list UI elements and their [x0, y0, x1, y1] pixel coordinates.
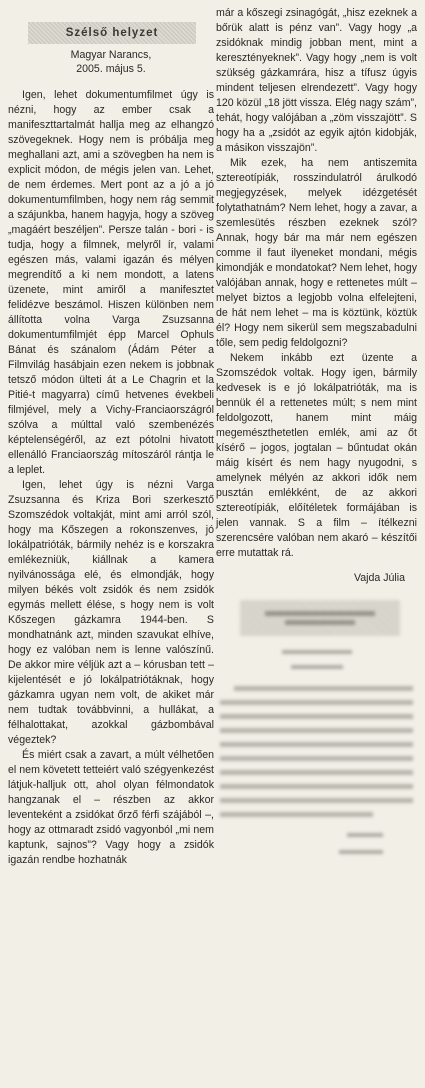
blurred-body: [216, 686, 417, 817]
article-heading-box: [28, 22, 196, 44]
article-signature: Vajda Júlia: [353, 572, 405, 584]
paragraph-continued: már a kőszegi zsinagógát, „hisz ezeknek a bőrük alatt is pénz van”. Vagy hogy „a zsidóknak mindig jobban ment, mint a keresztényeknek”. Vagy hogy „nem is volt szükség gázkamrára, hisz a tífusz úgyis mindent teljesen elrendezett”. Vagy hogy 120 közül „18 jött vissza. Elég nagy szám”, tehát, hogy valójában a „zöm visszajött”. S hogy ha a „zsidót az egyik ajtón kidobják, a másikon visszajön”.: [216, 7, 417, 154]
blurred-heading-box: [240, 600, 400, 636]
right-column: [216, 0, 417, 859]
source-publication: Magyar Narancs,: [70, 49, 152, 61]
article-body-right: [216, 6, 417, 561]
source-date: 2005. május 5.: [76, 63, 146, 75]
article-source: [8, 48, 214, 76]
paragraph: Mik ezek, ha nem antiszemita sztereotípiák, rosszindulatról árulkodó megjegyzések, melyek idézgetését folytathatnám? Nem lehet, hogy a zavar, a szemlesütés részben ezeknek szól? Annak, hogy bár ma már nem egészen comme il faut ilyeneket mondani, mégis kimondják e mondatokat? Nem lehet, hogy valójában annak, hogy e rettenetes múlt – melyet biztos a legjobb volna elfelejteni, de hát nem lehet – ma is köztünk, köztük él? Hogy nem sikerül sem megszabadulni tőle, sem pedig feldolgozni?: [216, 157, 417, 349]
article-body-left: [8, 88, 214, 868]
blurred-source: [216, 644, 417, 674]
article-heading: Szélső helyzet: [65, 26, 159, 39]
blurred-next-article: [216, 600, 417, 859]
paragraph: Igen, lehet úgy is nézni Varga Zsuzsanna és Kriza Bori szerkesztő Szomszédok voltakját, mint ami arról szól, hogy ma Kőszegen a rokonszenves, jó lokálpatrióták, bármily nehéz is e korszakra emlékezniük, kiállnak a kamera nyilvánossága elé, és elmondják, hogy milyen békés volt zsidók és nem zsidók egymás mellett élése, s hogy nem is volt Kőszegen gázkamra 1944-ben. S mondhatnánk azt, minden szavukat elhíve, hogy ez valóban nem is lenne valószínű. De akkor mire véljük azt a – kórusban tett – kijelentését e jó lokálpatriótáknak, hogy gázkamra ugyan nem volt, de akiket már nem tudtak továbbvinni, a hullákat, a félhalottakat, azokkal gázbombával végeztek?: [8, 479, 214, 746]
left-column: [8, 0, 214, 868]
paragraph: Igen, lehet dokumentumfilmet úgy is nézni, hogy az ember csak a manifeszttartalmát hallja meg az elhangzó szövegeknek. Hogy nem is próbálja meg meghallani azt, ami a szövegben ha nem is explicit módon, de mégis jelen van. Lehet, de nem érdemes. Mert pont az a jó a jó dokumentumfilmben, hogy nem rág semmit a szájunkba, hanem hagyja, hogy a szöveg „magáért beszéljen”. Persze talán - bori - is tudja, hogy a filmnek, melyről ír, valami egészen más, valami igazán és mélyen megrendítő a ki nem mondott, a latens üzenete, mint amiről a manifesztet felidézve beszámol. Hiszen különben nem állította volna Varga Zsuzsanna dokumentumfilmjét épp Marcel Ophuls Bánat és szánalom (Ádám Péter a Filmvilág hasábjain ezen nekem is jobbnak tetsző módon ülteti át a Le Chagrin et la Pitié-t magyarra) című hetvenes évekbeli filmjével, mely a Vichy-Franciaországról szólva a múlttal való szembenézés képtelenségéről, az ezt pótolni hivatott ellenálló Franciaország mítoszáról rántja le a leplet.: [8, 89, 214, 476]
paragraph: És miért csak a zavart, a múlt vélhetően el nem követett tetteiért való szégyenkezést látjuk-halljuk ott, ahol olyan félmondatok hangzanak el – részben az akkor leventeként a zsidókat őrző férfi szájából –, hogy az ottmaradt zsidó vagyonból „mi nem kaptunk, sajnos”? Vagy hogy a zsidók igazán rendbe hozhatnák: [8, 749, 214, 866]
blurred-signature: [216, 827, 417, 859]
paragraph: Nekem inkább ezt üzente a Szomszédok voltak. Hogy igen, bármily kedvesek is e jó lokálpatrióták, ma is bennük él a rettenetes múlt; s nem mint feldolgozott, hanem mint máig megemészthetetlen emlék, ami az őt kísérő – jogos, jogtalan – bűntudat okán máig kísért és nem hagy nyugodni, s amelynek mélyén az akkori idők nem pusztán emlékként, de az akkori sztereotípiák, előítéletek formájában is jelen vannak. S a film – ítélkezni szerencsére valóban nem akaró – készítői erre mutattak rá.: [216, 352, 417, 559]
